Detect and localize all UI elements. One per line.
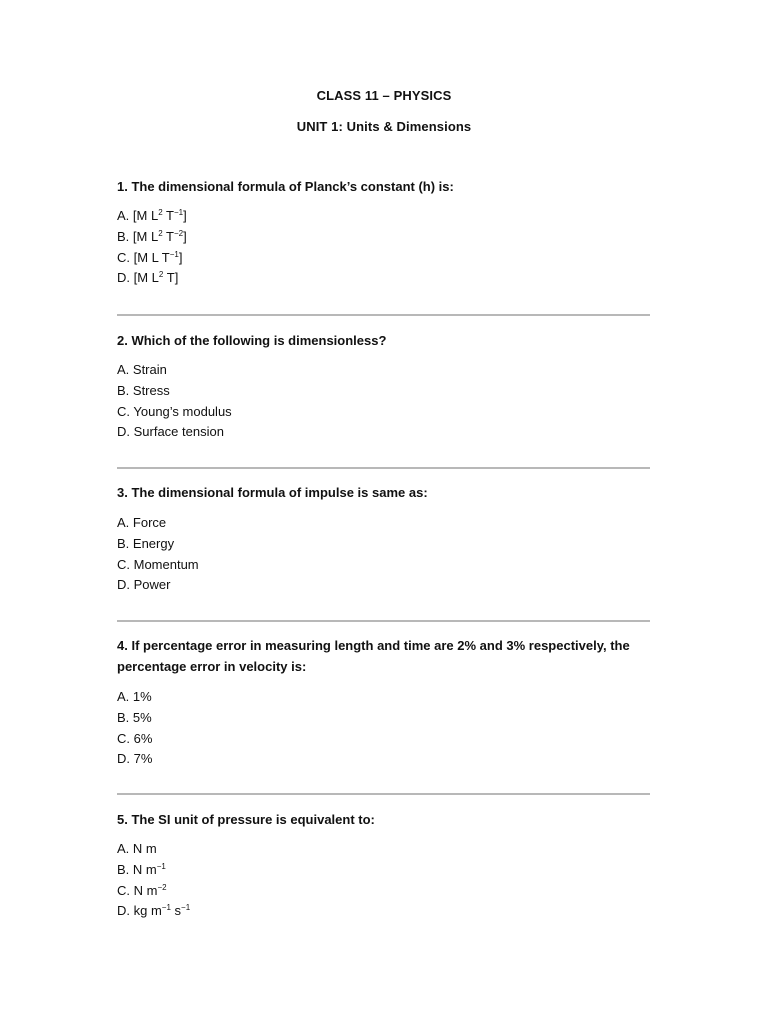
option-3c: C. Momentum <box>117 556 199 572</box>
page-title: CLASS 11 – PHYSICS <box>316 88 452 103</box>
question-5-text: 5. The SI unit of pressure is equivalent to: <box>117 812 375 827</box>
option-1b: B. [M $L^2$ $T^{-2}$] <box>117 228 187 244</box>
divider <box>117 467 650 469</box>
option-4b: B. 5% <box>117 709 152 725</box>
question-1-text: 1. The dimensional formula of Planck’s constant (h) is: <box>117 179 454 194</box>
option-5c: C. N $m^{-2}$ <box>117 882 167 898</box>
divider <box>117 620 650 622</box>
question-4-options <box>117 687 652 770</box>
question-4-text: 4. If percentage error in measuring length and time are 2% and 3% respectively, the percentage error in velocity is: <box>117 638 630 674</box>
question-3-text: 3. The dimensional formula of impulse is same as: <box>117 485 428 500</box>
option-1d: D. [M $L^2$ T] <box>117 270 179 286</box>
option-4a: A. 1% <box>117 689 152 704</box>
option-4d: D. 7% <box>117 751 153 767</box>
question-3-options <box>117 513 652 596</box>
option-2d: D. Surface tension <box>117 424 224 440</box>
option-5a: A. N m <box>117 841 157 856</box>
option-2a: A. Strain <box>117 362 167 377</box>
option-3d: D. Power <box>117 577 171 593</box>
option-4c: C. 6% <box>117 730 153 746</box>
divider <box>117 314 650 316</box>
question-2-text: 2. Which of the following is dimensionless? <box>117 333 387 348</box>
option-3a: A. Force <box>117 515 167 530</box>
question-2-options <box>117 360 652 443</box>
question-5-options <box>117 839 652 922</box>
option-1c: C. [M L $T^{-1}$] <box>117 249 183 265</box>
page-subtitle: UNIT 1: Units & Dimensions <box>296 119 472 134</box>
option-5b: B. N $m^{-1}$ <box>117 861 166 877</box>
option-5d: D. kg $m^{-1}$ $s^{-1}$ <box>117 903 191 919</box>
option-1a: A. [M $L^2$ $T^{-1}$] <box>117 208 187 223</box>
option-3b: B. Energy <box>117 535 175 551</box>
option-2b: B. Stress <box>117 382 170 398</box>
question-1-options <box>117 206 652 289</box>
divider <box>117 793 650 795</box>
option-2c: C. Young’s modulus <box>117 403 232 419</box>
